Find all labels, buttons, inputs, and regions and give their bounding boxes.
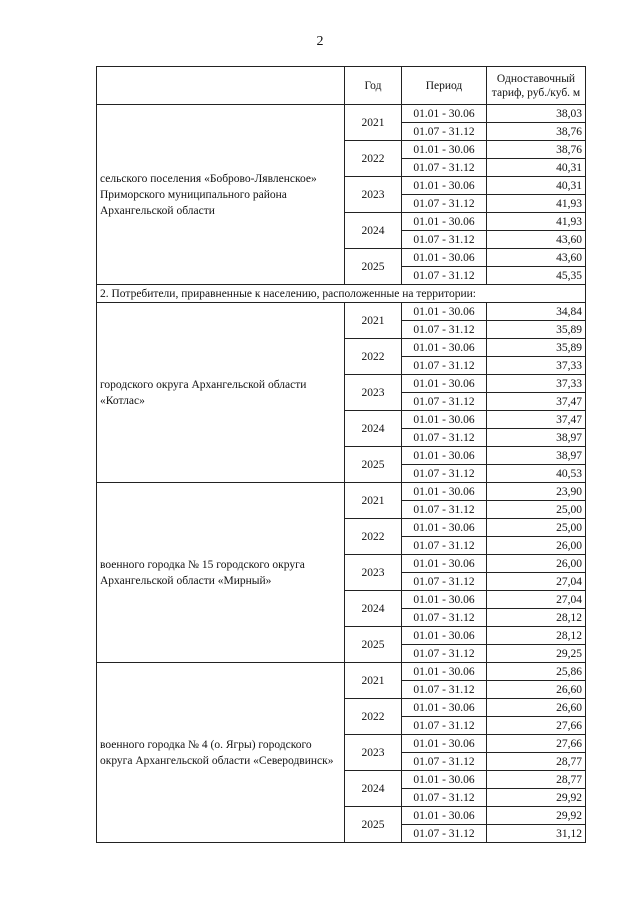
period-cell: 01.01 - 30.06	[402, 699, 487, 717]
period-cell: 01.07 - 31.12	[402, 231, 487, 249]
tariff-cell: 28,77	[487, 771, 586, 789]
period-cell: 01.07 - 31.12	[402, 753, 487, 771]
tariff-cell: 38,76	[487, 141, 586, 159]
tariff-cell: 27,66	[487, 735, 586, 753]
header-consumer	[97, 67, 345, 105]
table-header-row	[97, 67, 586, 105]
header-period: Период	[402, 67, 487, 105]
period-cell: 01.07 - 31.12	[402, 123, 487, 141]
period-cell: 01.01 - 30.06	[402, 555, 487, 573]
period-cell: 01.07 - 31.12	[402, 465, 487, 483]
header-year: Год	[345, 67, 402, 105]
tariff-cell: 31,12	[487, 825, 586, 843]
consumer-name: военного городка № 15 городского округа Архангельской области «Мирный»	[97, 483, 345, 663]
year-cell: 2021	[345, 483, 402, 519]
tariff-cell: 41,93	[487, 195, 586, 213]
table-row	[97, 303, 586, 321]
tariff-cell: 28,77	[487, 753, 586, 771]
period-cell: 01.01 - 30.06	[402, 249, 487, 267]
year-cell: 2022	[345, 141, 402, 177]
period-cell: 01.07 - 31.12	[402, 537, 487, 555]
period-cell: 01.07 - 31.12	[402, 609, 487, 627]
tariff-cell: 45,35	[487, 267, 586, 285]
year-cell: 2024	[345, 771, 402, 807]
period-cell: 01.01 - 30.06	[402, 483, 487, 501]
period-cell: 01.07 - 31.12	[402, 159, 487, 177]
year-cell: 2024	[345, 591, 402, 627]
period-cell: 01.07 - 31.12	[402, 645, 487, 663]
period-cell: 01.01 - 30.06	[402, 735, 487, 753]
consumer-name: военного городка № 4 (о. Ягры) городского округа Архангельской области «Северодвинск»	[97, 663, 345, 843]
period-cell: 01.07 - 31.12	[402, 195, 487, 213]
tariff-cell: 26,00	[487, 555, 586, 573]
year-cell: 2022	[345, 699, 402, 735]
section-row	[97, 285, 586, 303]
year-cell: 2021	[345, 663, 402, 699]
tariff-cell: 37,47	[487, 393, 586, 411]
period-cell: 01.07 - 31.12	[402, 825, 487, 843]
tariff-cell: 26,60	[487, 681, 586, 699]
period-cell: 01.07 - 31.12	[402, 681, 487, 699]
period-cell: 01.01 - 30.06	[402, 663, 487, 681]
period-cell: 01.01 - 30.06	[402, 375, 487, 393]
tariff-cell: 28,12	[487, 609, 586, 627]
section-title: 2. Потребители, приравненные к населению, расположенные на территории:	[97, 285, 586, 303]
tariff-cell: 37,33	[487, 357, 586, 375]
period-cell: 01.01 - 30.06	[402, 339, 487, 357]
consumer-name: городского округа Архангельской области «Котлас»	[97, 303, 345, 483]
period-cell: 01.07 - 31.12	[402, 429, 487, 447]
year-cell: 2025	[345, 447, 402, 483]
tariff-cell: 25,00	[487, 519, 586, 537]
tariff-cell: 25,86	[487, 663, 586, 681]
period-cell: 01.07 - 31.12	[402, 789, 487, 807]
tariff-cell: 27,04	[487, 573, 586, 591]
tariff-cell: 23,90	[487, 483, 586, 501]
tariff-cell: 40,31	[487, 177, 586, 195]
year-cell: 2024	[345, 411, 402, 447]
period-cell: 01.07 - 31.12	[402, 573, 487, 591]
tariff-cell: 38,97	[487, 447, 586, 465]
tariff-table	[96, 66, 586, 843]
period-cell: 01.01 - 30.06	[402, 177, 487, 195]
tariff-cell: 40,31	[487, 159, 586, 177]
period-cell: 01.07 - 31.12	[402, 717, 487, 735]
period-cell: 01.01 - 30.06	[402, 105, 487, 123]
period-cell: 01.01 - 30.06	[402, 411, 487, 429]
tariff-cell: 27,04	[487, 591, 586, 609]
tariff-cell: 43,60	[487, 231, 586, 249]
year-cell: 2021	[345, 105, 402, 141]
year-cell: 2025	[345, 807, 402, 843]
tariff-cell: 29,92	[487, 807, 586, 825]
tariff-cell: 26,60	[487, 699, 586, 717]
tariff-cell: 27,66	[487, 717, 586, 735]
period-cell: 01.01 - 30.06	[402, 141, 487, 159]
tariff-cell: 34,84	[487, 303, 586, 321]
period-cell: 01.01 - 30.06	[402, 807, 487, 825]
tariff-cell: 37,47	[487, 411, 586, 429]
year-cell: 2024	[345, 213, 402, 249]
tariff-cell: 25,00	[487, 501, 586, 519]
period-cell: 01.01 - 30.06	[402, 303, 487, 321]
table-row	[97, 483, 586, 501]
consumer-name: сельского поселения «Боброво-Лявленское» Приморского муниципального района Архангельской области	[97, 105, 345, 285]
tariff-cell: 41,93	[487, 213, 586, 231]
period-cell: 01.07 - 31.12	[402, 357, 487, 375]
period-cell: 01.01 - 30.06	[402, 771, 487, 789]
table-row	[97, 105, 586, 123]
year-cell: 2025	[345, 627, 402, 663]
table-body	[97, 105, 586, 843]
year-cell: 2023	[345, 555, 402, 591]
year-cell: 2021	[345, 303, 402, 339]
year-cell: 2023	[345, 735, 402, 771]
period-cell: 01.07 - 31.12	[402, 321, 487, 339]
header-tariff: Одноставочный тариф, руб./куб. м	[487, 67, 586, 105]
tariff-cell: 26,00	[487, 537, 586, 555]
period-cell: 01.07 - 31.12	[402, 267, 487, 285]
tariff-cell: 29,92	[487, 789, 586, 807]
tariff-cell: 35,89	[487, 321, 586, 339]
tariff-cell: 43,60	[487, 249, 586, 267]
tariff-cell: 29,25	[487, 645, 586, 663]
year-cell: 2023	[345, 375, 402, 411]
year-cell: 2022	[345, 339, 402, 375]
table-row	[97, 663, 586, 681]
period-cell: 01.07 - 31.12	[402, 501, 487, 519]
tariff-cell: 28,12	[487, 627, 586, 645]
period-cell: 01.01 - 30.06	[402, 591, 487, 609]
year-cell: 2022	[345, 519, 402, 555]
tariff-cell: 38,76	[487, 123, 586, 141]
period-cell: 01.01 - 30.06	[402, 447, 487, 465]
year-cell: 2023	[345, 177, 402, 213]
page-number: 2	[316, 34, 324, 49]
year-cell: 2025	[345, 249, 402, 285]
tariff-cell: 40,53	[487, 465, 586, 483]
period-cell: 01.07 - 31.12	[402, 393, 487, 411]
tariff-cell: 38,03	[487, 105, 586, 123]
period-cell: 01.01 - 30.06	[402, 627, 487, 645]
tariff-cell: 35,89	[487, 339, 586, 357]
period-cell: 01.01 - 30.06	[402, 519, 487, 537]
tariff-cell: 38,97	[487, 429, 586, 447]
tariff-cell: 37,33	[487, 375, 586, 393]
period-cell: 01.01 - 30.06	[402, 213, 487, 231]
